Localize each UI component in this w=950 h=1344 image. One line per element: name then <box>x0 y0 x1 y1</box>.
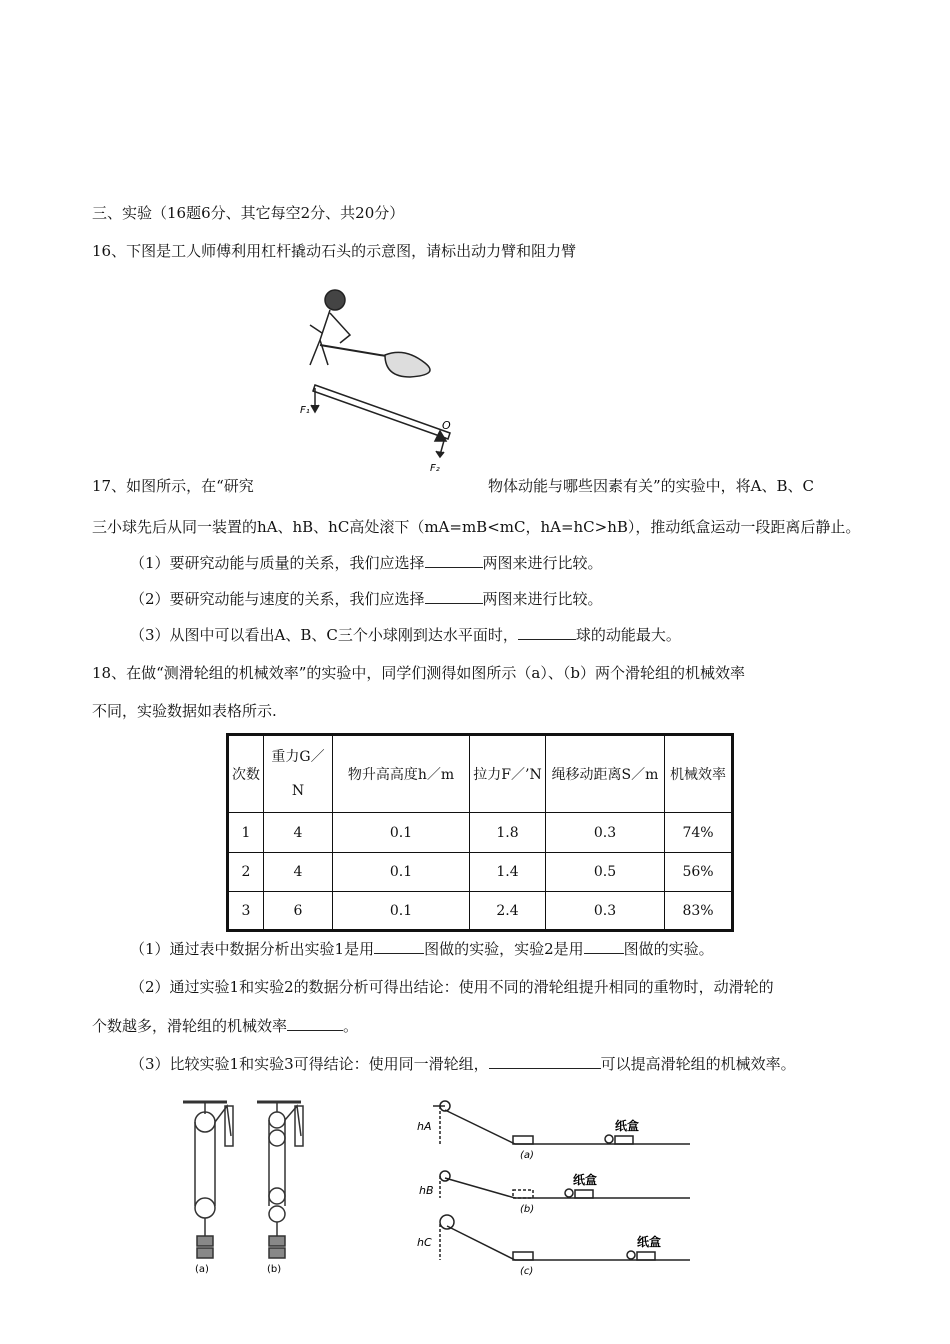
q18-blank-1[interactable] <box>374 939 424 954</box>
q18-blank-3[interactable] <box>287 1016 343 1031</box>
q18-blank-2[interactable] <box>584 939 624 954</box>
efficiency-table <box>226 733 734 932</box>
q17-line2: 三小球先后从同一装置的hA、hB、hC高处滚下（mA=mB<mC，hA=hC>hB），推动纸盒运动一段距离后静止。 <box>92 518 861 536</box>
lever-label-o: O <box>442 419 451 432</box>
q17-intro-a: 17、如图所示，在“研究 <box>92 477 254 495</box>
ramp-b <box>440 1171 690 1198</box>
lever-diagram <box>311 385 450 457</box>
q18-part2b: 个数越多，滑轮组的机械效率 。 <box>92 1017 359 1035</box>
pulley-figures <box>175 1096 315 1276</box>
table-header: 机械效率 <box>665 735 733 813</box>
ramp-label-hb: hB <box>419 1184 434 1197</box>
lever-label-f2: F₂ <box>430 463 440 474</box>
q18-part1: （1）通过表中数据分析出实验1是用 图做的实验，实验2是用 图做的实验。 <box>130 940 714 958</box>
pulley-label-b: (b) <box>267 1264 282 1275</box>
table-row: 2 4 0.1 1.4 0.5 56% <box>228 853 733 892</box>
ramp-label-ha: hA <box>417 1120 432 1133</box>
table-row: 3 6 0.1 2.4 0.3 83% <box>228 892 733 931</box>
pulley-b <box>257 1102 303 1258</box>
ramp-box-b: 纸盒 <box>573 1173 598 1187</box>
table-header-row <box>228 735 733 813</box>
ramp-box-a: 纸盒 <box>615 1119 640 1133</box>
pulley-label-a: (a) <box>195 1264 209 1275</box>
table-header: 绳移动距离S／m <box>546 735 665 813</box>
table-header: 物升高高度h／m <box>333 735 470 813</box>
q17-blank-1[interactable] <box>425 553 483 568</box>
lever-label-f1: F₁ <box>300 405 310 416</box>
table-header: 次数 <box>228 735 264 813</box>
ramp-box-c: 纸盒 <box>637 1235 662 1249</box>
q18-part3: （3）比较实验1和实验3可得结论：使用同一滑轮组， 可以提高滑轮组的机械效率。 <box>130 1055 796 1073</box>
ramp-caption-c: (c) <box>520 1266 534 1277</box>
section-header: 三、实验（16题6分、其它每空2分、共20分） <box>92 204 405 222</box>
q18-line1: 18、在做“测滑轮组的机械效率”的实验中，同学们测得如图所示（a）、（b）两个滑轮组的机械效率 <box>92 664 745 682</box>
worker-illustration <box>310 290 430 377</box>
ramp-label-hc: hC <box>417 1236 432 1249</box>
q17-part3: （3）从图中可以看出A、B、C三个小球刚到达水平面时， 球的动能最大。 <box>130 626 681 644</box>
ramp-caption-b: (b) <box>520 1204 535 1215</box>
q17-part2: （2）要研究动能与速度的关系，我们应选择 两图来进行比较。 <box>130 590 603 608</box>
table-header: 重力G／N <box>264 735 333 813</box>
q17-part1: （1）要研究动能与质量的关系，我们应选择 两图来进行比较。 <box>130 554 603 572</box>
q17-intro-b: 物体动能与哪些因素有关”的实验中，将A、B、C <box>488 477 815 495</box>
ramp-a <box>433 1101 690 1144</box>
table-row: 1 4 0.1 1.8 0.3 74% <box>228 813 733 853</box>
lever-figure <box>290 285 480 480</box>
q17-blank-3[interactable] <box>518 625 576 640</box>
q17-blank-2[interactable] <box>425 589 483 604</box>
q18-blank-4[interactable] <box>489 1054 601 1069</box>
table-header: 拉力F／’N <box>470 735 546 813</box>
q18-part2a: （2）通过实验1和实验2的数据分析可得出结论：使用不同的滑轮组提升相同的重物时，动滑轮的 <box>130 978 774 996</box>
q16-text: 16、下图是工人师傅利用杠杆撬动石头的示意图，请标出动力臂和阻力臂 <box>92 242 577 260</box>
pulley-a <box>183 1102 233 1258</box>
ramp-caption-a: (a) <box>520 1150 534 1161</box>
ramp-figures <box>405 1098 695 1278</box>
q18-line2: 不同，实验数据如表格所示. <box>92 702 277 720</box>
